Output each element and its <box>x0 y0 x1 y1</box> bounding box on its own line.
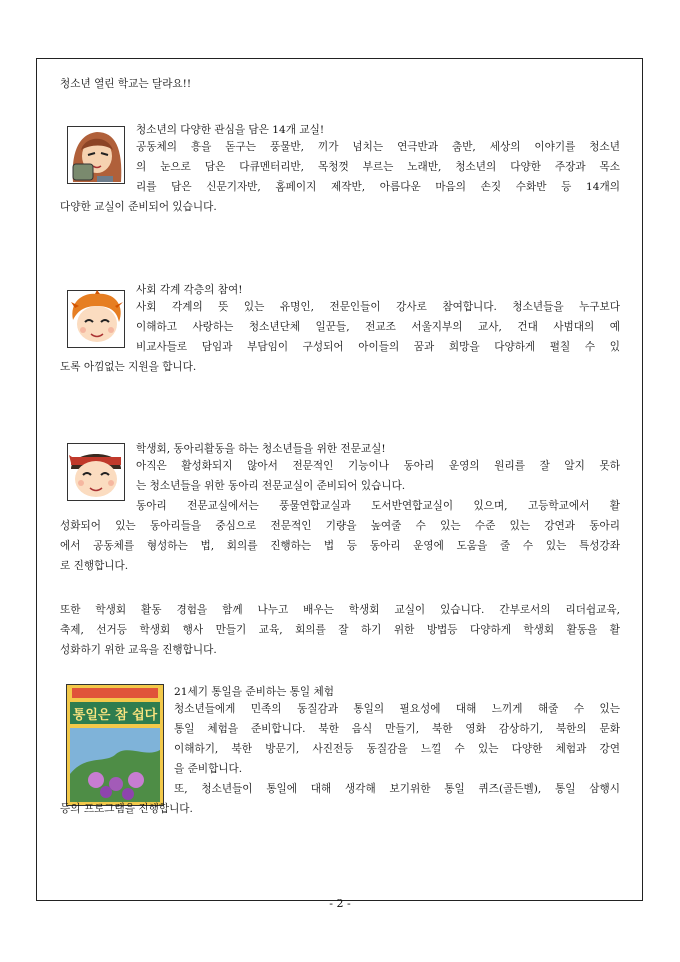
paragraph-line: 을 준비합니다. <box>174 763 243 775</box>
paragraph-line: 공동체의 흥을 돋구는 풍물반, 끼가 넘치는 연극반과 춤반, 세상의 이야기를 청소년 <box>136 141 620 153</box>
paragraph-line: 이해하고 사랑하는 청소년단체 일꾼들, 전교조 서울지부의 교사, 건대 사범대의 예 <box>136 321 620 333</box>
girl-avatar-icon <box>67 126 125 184</box>
paragraph-line: 에서 공동체를 형성하는 법, 회의를 진행하는 법 등 동아리 운영에 도움을 줄 수 있는 특성강좌 <box>60 540 620 552</box>
paragraph-line: 사회 각계의 뜻 있는 유명인, 전문인들이 강사로 참여합니다. 청소년들을 누구보다 <box>136 301 620 313</box>
page-number: - 2 - <box>329 897 351 910</box>
boy-avatar-icon <box>67 290 125 348</box>
book-cover-icon <box>66 684 164 806</box>
paragraph-line: 청소년들에게 민족의 동질감과 통일의 필요성에 대해 느끼게 해줄 수 있는 <box>174 703 620 715</box>
paragraph-line: 또한 학생회 활동 경험을 함께 나누고 배우는 학생회 교실이 있습니다. 간부로서의 리더쉽교육, <box>60 604 620 616</box>
paragraph-line: 통일 체험을 준비합니다. 북한 음식 만들기, 북한 영화 감상하기, 북한의 문화 <box>174 723 620 735</box>
paragraph-line: 등의 프로그램을 진행합니다. <box>60 803 193 815</box>
paragraph-line: 축제, 선거등 학생회 행사 만들기 교육, 회의를 잘 하기 위한 방법등 다양하게 학생회 활동을 활 <box>60 624 620 636</box>
paragraph-line: 아직은 활성화되지 않아서 전문적인 기능이나 동아리 운영의 원리를 잘 알지 못하 <box>136 460 620 472</box>
paragraph-line: 또, 청소년들이 통일에 대해 생각해 보기위한 통일 퀴즈(골든벨), 통일 삼행시 <box>174 783 620 795</box>
paragraph-line: 도록 아낌없는 지원을 합니다. <box>60 361 197 373</box>
paragraph-line: 리를 담은 신문기자반, 홈페이지 제작반, 아름다운 마음의 손짓 수화반 등 14개의 <box>136 181 620 193</box>
book-cover-title: 통일은 참 쉽다 <box>72 708 158 723</box>
paragraph-line: 비교사들로 담임과 부담임이 구성되어 아이들의 꿈과 희망을 다양하게 펼칠 수 있 <box>136 341 620 353</box>
paragraph-line: 이해하기, 북한 방문기, 사진전등 동질감을 느낄 수 있는 다양한 체험과 강연 <box>174 743 620 755</box>
headband-avatar-icon <box>67 443 125 501</box>
section-title: 사회 각계 각층의 참여! <box>136 284 243 296</box>
paragraph-line: 는 청소년들을 위한 동아리 전문교실이 준비되어 있습니다. <box>136 480 406 492</box>
paragraph-line: 동아리 전문교실에서는 풍물연합교실과 도서반연합교실이 있으며, 고등학교에서 활 <box>136 500 620 512</box>
paragraph-line: 다양한 교실이 준비되어 있습니다. <box>60 201 217 213</box>
section-title: 청소년의 다양한 관심을 담은 14개 교실! <box>136 124 325 136</box>
section-title: 21세기 통일을 준비하는 통일 체험 <box>174 686 334 698</box>
page-heading: 청소년 열린 학교는 달라요!! <box>60 78 192 90</box>
paragraph-line: 로 진행합니다. <box>60 560 129 572</box>
section-title: 학생회, 동아리활동을 하는 청소년들을 위한 전문교실! <box>136 443 386 455</box>
paragraph-line: 의 눈으로 담은 다큐멘터리반, 목청껏 부르는 노래반, 청소년의 다양한 주장과 목소 <box>136 161 620 173</box>
paragraph-line: 성화되어 있는 동아리들을 중심으로 전문적인 기량을 높여줄 수 있는 수준 있는 강연과 동아리 <box>60 520 620 532</box>
paragraph-line: 성화하기 위한 교육을 진행합니다. <box>60 644 217 656</box>
